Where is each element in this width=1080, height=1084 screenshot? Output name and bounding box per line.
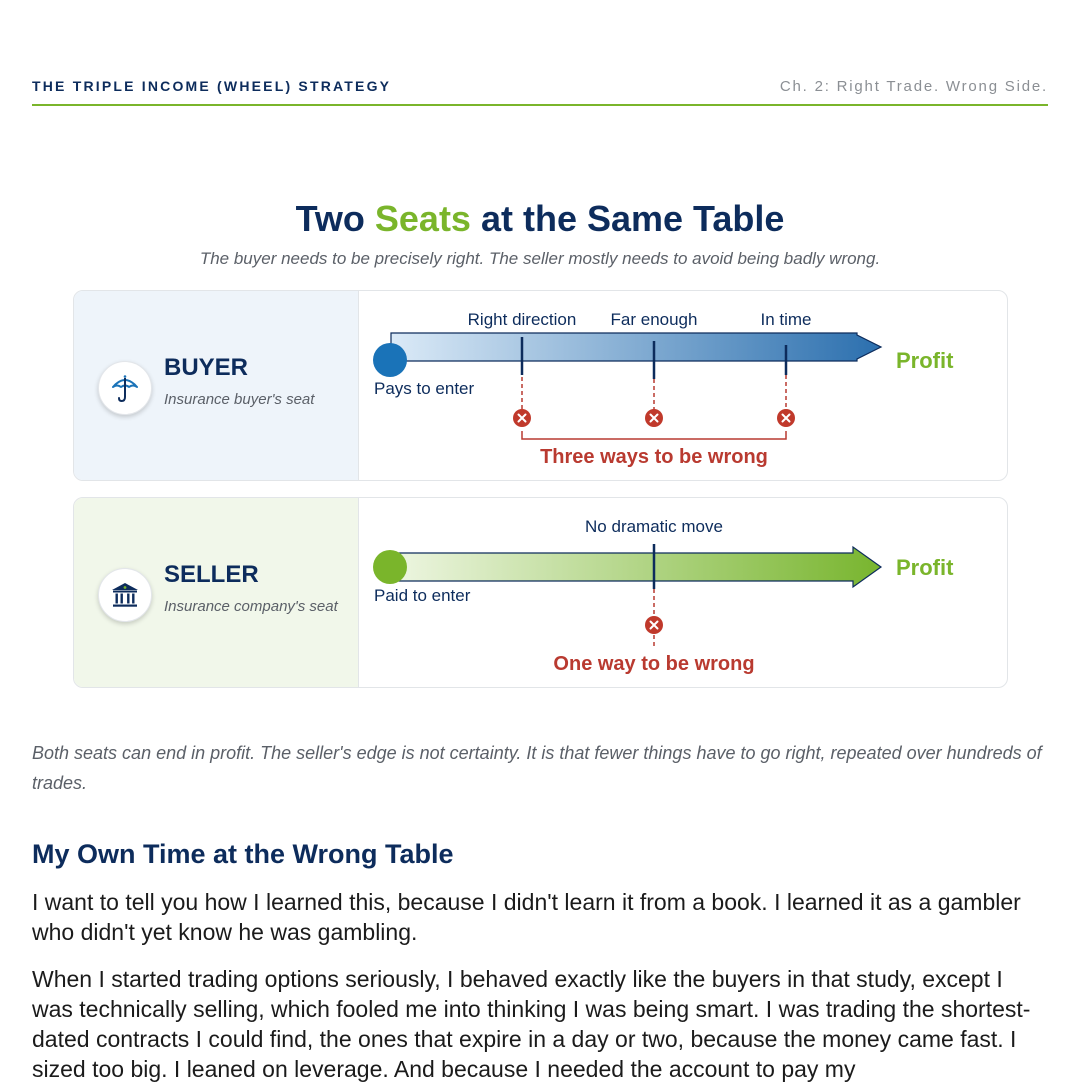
seller-description: Insurance company's seat: [164, 598, 338, 615]
figure-title-end: at the Same Table: [470, 198, 785, 239]
section-heading: My Own Time at the Wrong Table: [32, 839, 454, 869]
body-paragraph: When I started trading options seriously, I behaved exactly like the buyers in that study, except I was technically selling, which fooled me into thinking I was being smart. I was trading the shortest-dated contracts I could find, the ones that expire in a day or two, because the money came fast. I sized too big. I leaned on leverage. And because I needed the account to pay my: [32, 966, 1031, 1082]
figure-subtitle: The buyer needs to be precisely right. The seller mostly needs to avoid being badly wrong.: [199, 249, 881, 268]
seller-title: SELLER: [164, 561, 259, 588]
buyer-title: BUYER: [164, 354, 249, 381]
seller-flow-diagram: [359, 498, 1006, 687]
figure-caption: Both seats can end in profit. The seller's edge is not certainty. It is that fewer things have to go right, repeated over hundreds of trades.: [32, 743, 1042, 793]
buyer-checkpoint-1-label: Right direction: [467, 310, 577, 329]
figure-title-start: Two: [295, 198, 375, 239]
running-header: [32, 76, 1048, 106]
book-title: THE TRIPLE INCOME (WHEEL) STRATEGY: [32, 78, 392, 94]
seller-entry-label: Paid to enter: [374, 586, 471, 605]
buyer-wrong-1-icon: [513, 409, 531, 427]
buyer-checkpoint-3-label: In time: [760, 310, 812, 329]
buyer-wrong-2-icon: [645, 409, 663, 427]
buyer-wrong-bracket: [522, 431, 786, 439]
seller-wrong-icon: [645, 616, 663, 634]
bank-building-icon: [98, 568, 152, 622]
buyer-entry-dot: [373, 343, 407, 377]
seller-entry-dot: [373, 550, 407, 584]
buyer-seat: [74, 291, 359, 480]
buyer-checkpoint-2-label: Far enough: [610, 310, 698, 329]
seller-checkpoint-label: No dramatic move: [585, 517, 723, 536]
buyer-entry-label: Pays to enter: [374, 379, 475, 398]
seller-panel: [73, 497, 1008, 688]
buyer-profit-label: Profit: [896, 348, 954, 373]
buyer-flow-diagram: [359, 291, 1006, 480]
body-paragraph: I want to tell you how I learned this, because I didn't learn it from a book. I learned it as a gambler who didn't yet know he was gambling.: [32, 889, 1021, 945]
figure-title: [0, 198, 1080, 240]
buyer-arrow: [391, 333, 881, 361]
buyer-wrong-label: Three ways to be wrong: [540, 446, 768, 468]
seller-seat: [74, 498, 359, 687]
seller-wrong-label: One way to be wrong: [553, 653, 755, 675]
seller-profit-label: Profit: [896, 555, 954, 580]
figure-title-accent: Seats: [374, 198, 471, 239]
chapter-label: Ch. 2: Right Trade. Wrong Side.: [779, 78, 1048, 95]
buyer-wrong-3-icon: [777, 409, 795, 427]
buyer-description: Insurance buyer's seat: [164, 391, 315, 408]
buyer-panel: [73, 290, 1008, 481]
umbrella-icon: [98, 361, 152, 415]
seller-arrow: [391, 547, 881, 587]
